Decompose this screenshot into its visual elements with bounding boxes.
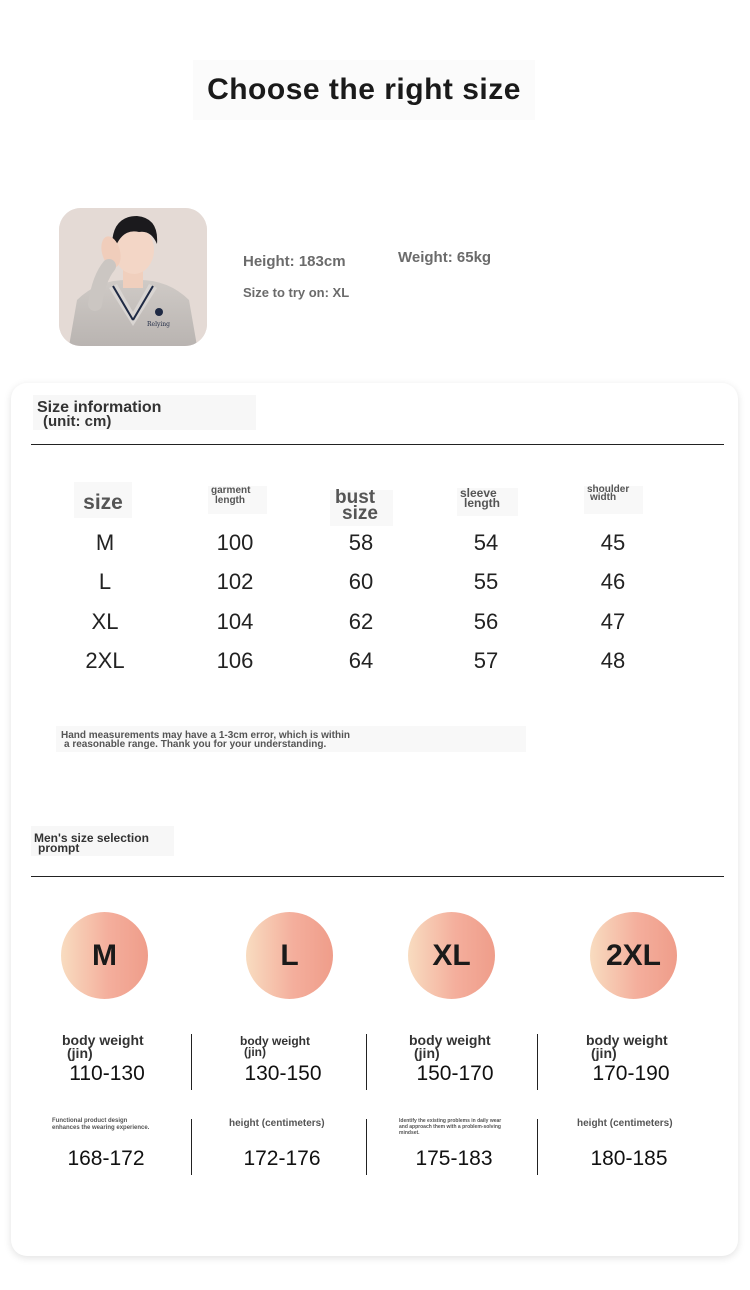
cell-garment-length: 106 (216, 648, 254, 673)
cell-sleeve: 55 (473, 569, 499, 594)
header-sleeve-length (457, 488, 518, 516)
table-row (0, 530, 750, 560)
height-value-xl: 175-183 (415, 1147, 493, 1170)
weight-label-line1: body weight (586, 1032, 668, 1048)
page-title: Choose the right size (193, 60, 535, 120)
model-height: Height: 183cm (243, 253, 346, 270)
size-circle-l: L (246, 912, 333, 999)
size-circle-m: M (61, 912, 148, 999)
weight-label-2xl (586, 1034, 668, 1060)
weight-label-l (240, 1036, 310, 1058)
table-row (0, 609, 750, 639)
cell-size: M (95, 530, 115, 555)
header-size: size (74, 482, 132, 518)
model-photo (59, 208, 207, 346)
weight-label-xl (409, 1034, 491, 1060)
height-label-m: Functional product design enhances the wearing experience. (52, 1118, 150, 1131)
cell-size: L (98, 569, 112, 594)
height-label-l: height (centimeters) (229, 1118, 325, 1129)
weight-value-m: 110-130 (69, 1062, 145, 1085)
cell-bust: 60 (348, 569, 374, 594)
measurement-note (56, 726, 526, 752)
size-circle-2xl: 2XL (590, 912, 677, 999)
weight-label-line1: body weight (240, 1034, 310, 1048)
header-garment-length (208, 486, 267, 514)
weight-value-2xl: 170-190 (592, 1062, 670, 1085)
cell-size: XL (91, 609, 119, 634)
measurement-note-line1: Hand measurements may have a 1-3cm error, which is within (61, 730, 350, 741)
header-garment-length-line2: length (215, 495, 245, 506)
column-divider (537, 1034, 538, 1090)
weight-label-m (62, 1034, 144, 1060)
cell-sleeve: 57 (473, 648, 499, 673)
size-info-heading-line2: (unit: cm) (43, 413, 112, 430)
cell-bust: 64 (348, 648, 374, 673)
weight-label-line1: body weight (62, 1032, 144, 1048)
height-value-l: 172-176 (243, 1147, 321, 1170)
measurement-note-line2: a reasonable range. Thank you for your understanding. (64, 739, 327, 750)
cell-shoulder: 47 (600, 609, 626, 634)
height-value-m: 168-172 (67, 1147, 145, 1170)
size-circle-xl: XL (408, 912, 495, 999)
model-size-to-try: Size to try on: XL (243, 285, 350, 300)
column-divider (191, 1034, 192, 1090)
weight-label-line2: (jin) (244, 1045, 266, 1059)
selection-heading-line2: prompt (38, 841, 80, 855)
header-sleeve-length-line2: length (464, 496, 500, 510)
cell-shoulder: 48 (600, 648, 626, 673)
height-label-2xl: height (centimeters) (577, 1118, 673, 1129)
cell-garment-length: 104 (216, 609, 254, 634)
header-sleeve-length-line1: sleeve (460, 486, 497, 500)
size-info-heading-line1: Size information (37, 399, 162, 416)
column-divider (191, 1119, 192, 1175)
height-label-xl: Identify the existing problems in daily wear and approach them with a problem-solving mindset. (399, 1118, 502, 1136)
header-bust-size-line2: size (342, 503, 378, 524)
cell-garment-length: 102 (216, 569, 254, 594)
weight-value-l: 130-150 (244, 1062, 322, 1085)
weight-label-line2: (jin) (67, 1045, 93, 1061)
cell-size: 2XL (85, 648, 125, 673)
table-row (0, 648, 750, 678)
column-divider (366, 1119, 367, 1175)
column-divider (537, 1119, 538, 1175)
weight-label-line2: (jin) (591, 1045, 617, 1061)
cell-shoulder: 45 (600, 530, 626, 555)
table-row (0, 569, 750, 599)
shirt-logo-text: Relying (147, 321, 171, 328)
size-info-divider (31, 444, 724, 445)
weight-label-line1: body weight (409, 1032, 491, 1048)
cell-shoulder: 46 (600, 569, 626, 594)
size-info-heading (33, 395, 256, 430)
header-garment-length-line1: garment (211, 485, 251, 496)
weight-value-xl: 150-170 (416, 1062, 494, 1085)
model-illustration (59, 208, 207, 346)
header-bust-size (330, 487, 393, 526)
cell-sleeve: 56 (473, 609, 499, 634)
cell-sleeve: 54 (473, 530, 499, 555)
column-divider (366, 1034, 367, 1090)
cell-bust: 58 (348, 530, 374, 555)
header-shoulder-width (584, 486, 643, 514)
height-value-2xl: 180-185 (590, 1147, 668, 1170)
header-shoulder-width-line2: width (590, 492, 617, 503)
header-shoulder-width-line1: shoulder (587, 484, 630, 495)
model-weight: Weight: 65kg (398, 249, 492, 266)
selection-heading (31, 826, 174, 856)
cell-garment-length: 100 (216, 530, 254, 555)
selection-heading-line1: Men's size selection (34, 831, 149, 845)
cell-bust: 62 (348, 609, 374, 634)
header-bust-size-line1: bust (335, 487, 376, 508)
selection-divider (31, 876, 724, 877)
weight-label-line2: (jin) (414, 1045, 440, 1061)
